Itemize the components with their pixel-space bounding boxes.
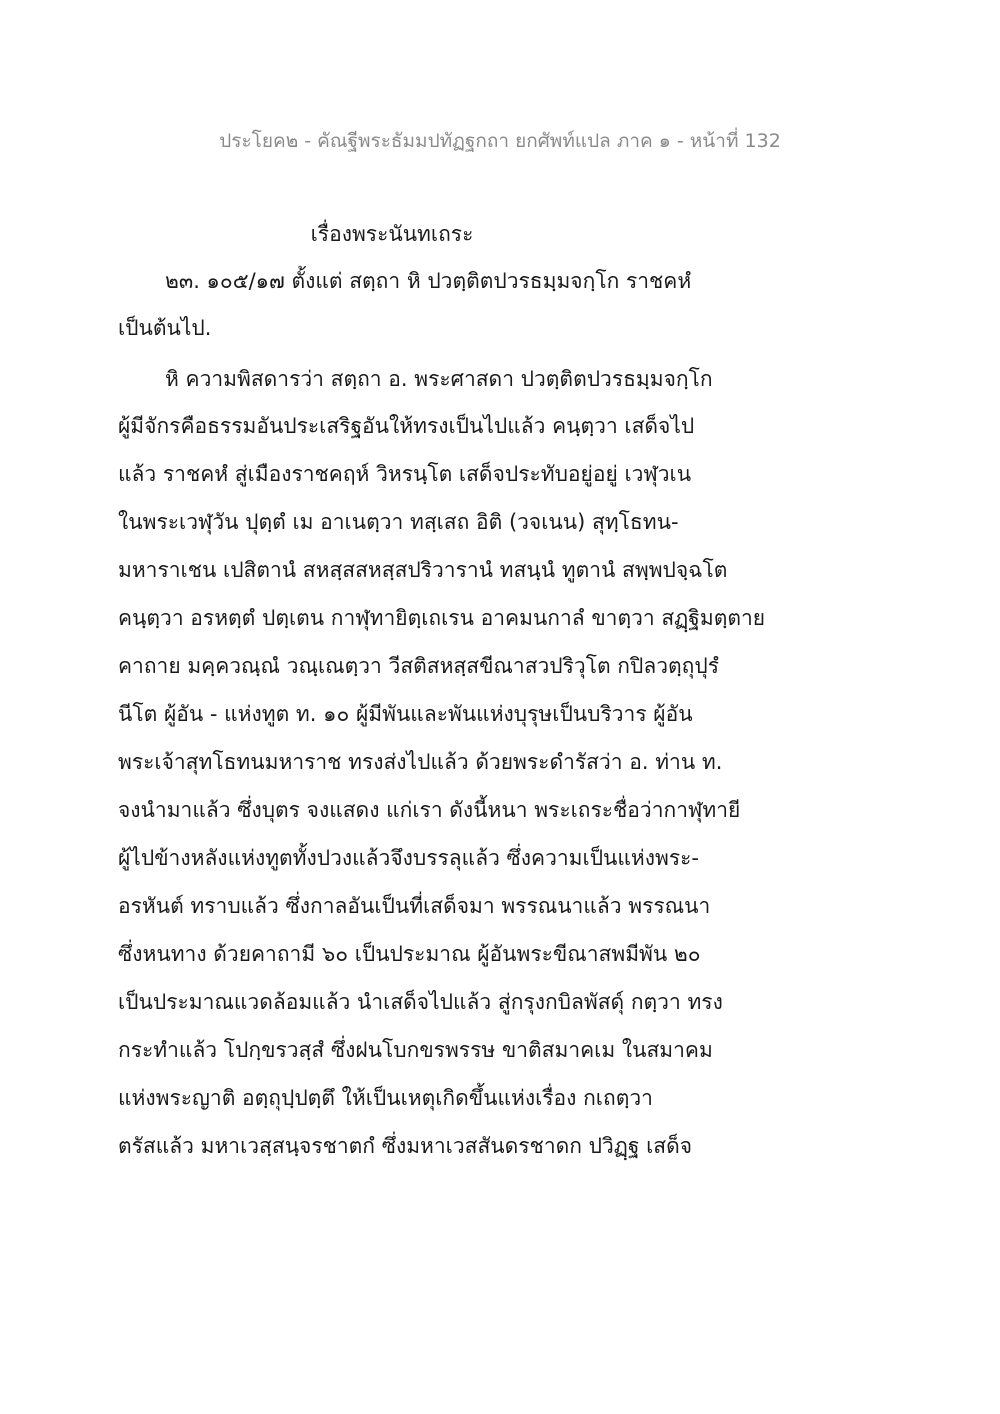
body-line: พระเจ้าสุทโธทนมหาราช ทรงส่งไปแล้ว ด้วยพระดำรัสว่า อ. ท่าน ท. — [118, 750, 723, 774]
running-header: ประโยค๒ - คัณฐีพระธัมมปทัฏฐกถา ยกศัพท์แปล ภาค ๑ - หน้าที่ 132 — [219, 130, 781, 152]
body-line: ในพระเวฬุวัน ปุตฺตํ เม อาเนตฺวา ทสฺเสถ อิติ (วจเนน) สุทฺโธทน- — [118, 510, 679, 534]
body-line: มหาราเชน เปสิตานํ สหสฺสสหสฺสปริวารานํ ทสนฺนํ ทูตานํ สพฺพปจฺฉโต — [118, 558, 728, 582]
body-line: จงนำมาแล้ว ซึ่งบุตร จงแสดง แก่เรา ดังนี้หนา พระเถระชื่อว่ากาฬุทายี — [118, 798, 741, 822]
body-line: เป็นต้นไป. — [118, 316, 212, 340]
story-title: เรื่องพระนันทเถระ — [310, 222, 474, 246]
body-line: ตรัสแล้ว มหาเวสฺสนฺจรชาตกํ ซึ่งมหาเวสสันดรชาดก ปวิฏฺฐ เสด็จ — [118, 1134, 693, 1158]
body-line: ผู้ไปข้างหลังแห่งทูตทั้งปวงแล้วจึงบรรลุแล้ว ซึ่งความเป็นแห่งพระ- — [118, 846, 699, 870]
body-line: ผู้มีจักรคือธรรมอันประเสริฐอันให้ทรงเป็นไปแล้ว คนฺตฺวา เสด็จไป — [118, 414, 695, 438]
body-line: กระทำแล้ว โปกฺขรวสฺสํ ซึ่งฝนโบกขรพรรษ ขาติสมาคเม ในสมาคม — [118, 1038, 713, 1062]
body-line: คาถาย มคฺควณฺณํ วณฺเณตฺวา วีสติสหสฺสขีณาสวปริวุโต กปิลวตฺถุปุรํ — [118, 654, 719, 678]
body-line: เป็นประมาณแวดล้อมแล้ว นำเสด็จไปแล้ว สู่กรุงกบิลพัสดุ์ กตฺวา ทรง — [118, 990, 723, 1014]
body-line: ๒๓. ๑๐๕/๑๗ ตั้งแต่ สตฺถา หิ ปวตฺติตปวรธมฺมจกฺโก ราชคหํ — [165, 269, 692, 293]
body-line: ซึ่งหนทาง ด้วยคาถามี ๖๐ เป็นประมาณ ผู้อันพระขีณาสพมีพัน ๒๐ — [118, 942, 701, 966]
body-line: นีโต ผู้อัน - แห่งทูต ท. ๑๐ ผู้มีพันและพันแห่งบุรุษเป็นบริวาร ผู้อัน — [118, 702, 693, 726]
body-line: แห่งพระญาติ อตฺถุปฺปตฺตึ ให้เป็นเหตุเกิดขึ้นแห่งเรื่อง กเถตฺวา — [118, 1086, 653, 1110]
body-line: คนฺตฺวา อรหตฺตํ ปตฺเตน กาฬุทายิตฺเถเรน อาคมนกาลํ ขาตฺวา สฏฺฐิมตฺตาย — [118, 606, 766, 630]
body-line: หิ ความพิสดารว่า สตฺถา อ. พระศาสดา ปวตฺติตปวรธมฺมจกฺโก — [165, 367, 713, 391]
body-line: อรหันต์ ทราบแล้ว ซึ่งกาลอันเป็นที่เสด็จมา พรรณนาแล้ว พรรณนา — [118, 894, 711, 918]
body-line: แล้ว ราชคหํ สู่เมืองราชคฤห์ วิหรนฺโต เสด็จประทับอยู่อยู่ เวฬุวเน — [118, 462, 692, 486]
